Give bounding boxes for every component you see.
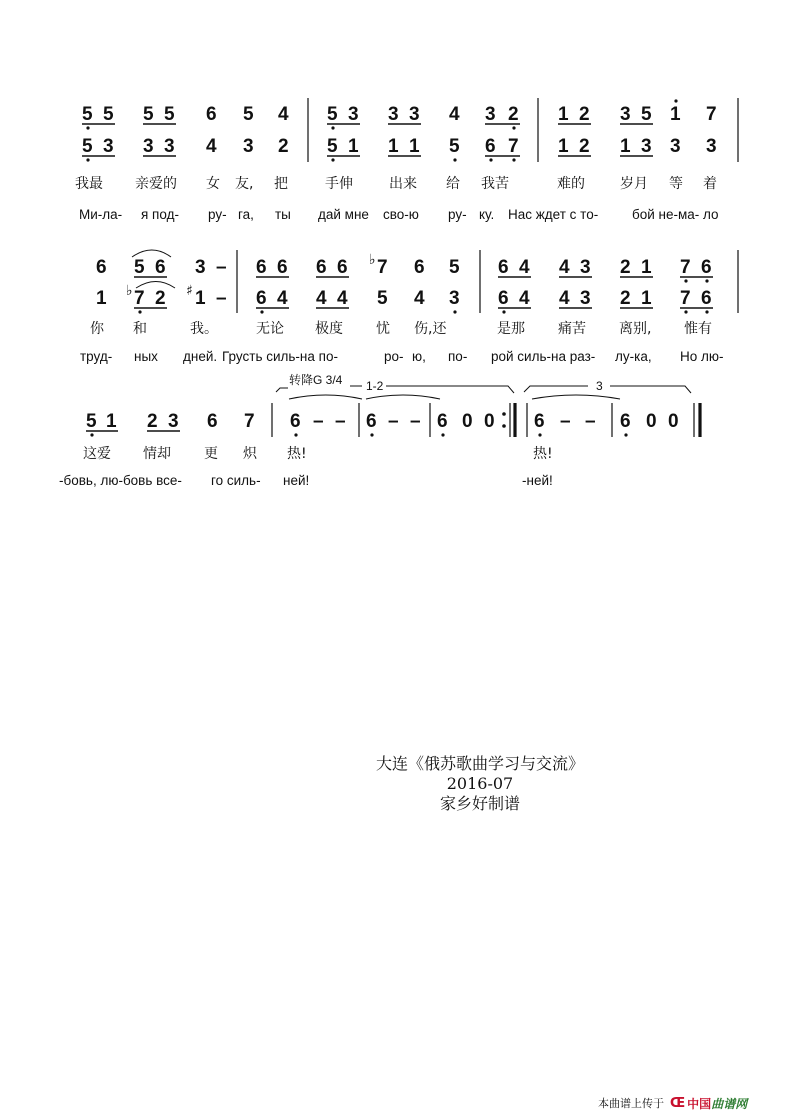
rest: 0 bbox=[668, 411, 679, 432]
lyric-cn: 这爱 bbox=[83, 446, 111, 462]
rest-dash: – bbox=[313, 411, 324, 432]
note: 3 bbox=[348, 104, 359, 125]
volta-1-label: 1-2 bbox=[366, 379, 384, 393]
note: 6 bbox=[316, 257, 327, 278]
note: 6 bbox=[96, 257, 107, 278]
credit-date: 2016-07 bbox=[446, 774, 514, 793]
octave-dot bbox=[705, 279, 708, 282]
lyric-ru: по- bbox=[448, 349, 468, 364]
note: 1 bbox=[388, 136, 399, 157]
score-line-2 bbox=[80, 250, 738, 364]
note: 5 bbox=[449, 257, 460, 278]
lyric-ru: труд- bbox=[80, 349, 113, 364]
lyric-ru: Ми-ла- bbox=[79, 207, 123, 222]
note: 4 bbox=[519, 288, 530, 309]
lyric-cn: 无论 bbox=[256, 321, 284, 337]
note: 6 bbox=[498, 257, 509, 278]
footer-text: 本曲谱上传于 bbox=[598, 1097, 664, 1110]
note: 4 bbox=[559, 257, 570, 278]
note: 1 bbox=[558, 136, 569, 157]
lyric-ru: рой силь-на раз- bbox=[491, 349, 596, 364]
lyric-ru: ней! bbox=[283, 473, 310, 488]
note: 4 bbox=[519, 257, 530, 278]
rest-dash: – bbox=[560, 411, 571, 432]
lyric-cn: 情却 bbox=[143, 446, 171, 462]
note: 1 bbox=[641, 288, 652, 309]
note: 5 bbox=[134, 257, 145, 278]
volta-2-bracket bbox=[524, 386, 588, 392]
note: 6 bbox=[290, 411, 301, 432]
note: 3 bbox=[449, 288, 460, 309]
note: 1 bbox=[195, 288, 206, 309]
note: 6 bbox=[256, 257, 267, 278]
lyric-cn: 炽 bbox=[243, 446, 257, 462]
lyric-ru: ю, bbox=[412, 349, 426, 364]
note: 7 bbox=[680, 257, 691, 278]
logo-text-cn: 中国 bbox=[687, 1096, 712, 1111]
note: 7 bbox=[680, 288, 691, 309]
note: 5 bbox=[641, 104, 652, 125]
score-line-1 bbox=[75, 98, 738, 222]
rest: 0 bbox=[646, 411, 657, 432]
octave-dot bbox=[705, 310, 708, 313]
note: 2 bbox=[620, 257, 631, 278]
note: 6 bbox=[620, 411, 631, 432]
note: 5 bbox=[103, 104, 114, 125]
lyric-cn: 你 bbox=[90, 321, 104, 337]
lyric-cn: 更 bbox=[204, 446, 218, 462]
octave-dot bbox=[512, 158, 515, 161]
note: 7 bbox=[377, 257, 388, 278]
repeat-dot bbox=[502, 424, 506, 428]
note: 4 bbox=[337, 288, 348, 309]
repeat-dot bbox=[502, 412, 506, 416]
note: 3 bbox=[103, 136, 114, 157]
octave-dot bbox=[331, 158, 334, 161]
lyric-cn: 惟有 bbox=[684, 321, 712, 337]
note: 2 bbox=[155, 288, 166, 309]
lyric-ru: ро- bbox=[384, 349, 404, 364]
octave-dot bbox=[512, 126, 515, 129]
note: 6 bbox=[256, 288, 267, 309]
lyric-cn: 手伸 bbox=[325, 176, 353, 192]
octave-dot bbox=[331, 126, 334, 129]
lyric-cn: 着 bbox=[703, 176, 717, 192]
octave-dot bbox=[624, 433, 627, 436]
lyric-cn: 离别, bbox=[619, 321, 652, 337]
tie bbox=[532, 395, 620, 399]
lyric-cn: 出来 bbox=[389, 176, 417, 192]
lyric-cn: 女 bbox=[206, 176, 220, 192]
note: 1 bbox=[620, 136, 631, 157]
note: 6 bbox=[206, 104, 217, 125]
note: 5 bbox=[164, 104, 175, 125]
note: 4 bbox=[206, 136, 217, 157]
note: 6 bbox=[498, 288, 509, 309]
octave-dot bbox=[86, 158, 89, 161]
note: 1 bbox=[670, 104, 681, 125]
note: 3 bbox=[580, 257, 591, 278]
note: 7 bbox=[134, 288, 145, 309]
note: 7 bbox=[706, 104, 717, 125]
note: 1 bbox=[409, 136, 420, 157]
note: 5 bbox=[82, 136, 93, 157]
octave-dot bbox=[260, 310, 263, 313]
site-logo[interactable] bbox=[670, 1095, 747, 1112]
volta-start bbox=[276, 388, 288, 392]
octave-dot bbox=[138, 310, 141, 313]
note: 6 bbox=[366, 411, 377, 432]
note: 3 bbox=[388, 104, 399, 125]
logo-mark-icon: Œ bbox=[670, 1095, 686, 1111]
credit-block bbox=[300, 754, 660, 814]
lyric-cn: 等 bbox=[669, 176, 683, 192]
note: 4 bbox=[559, 288, 570, 309]
octave-dot bbox=[502, 310, 505, 313]
note: 4 bbox=[414, 288, 425, 309]
lyric-ru: Грусть силь-на по- bbox=[222, 349, 338, 364]
note: 6 bbox=[437, 411, 448, 432]
note: 6 bbox=[337, 257, 348, 278]
note: 4 bbox=[277, 288, 288, 309]
note: 7 bbox=[244, 411, 255, 432]
note: 2 bbox=[147, 411, 158, 432]
note: 2 bbox=[508, 104, 519, 125]
lyric-cn: 我最 bbox=[75, 176, 103, 192]
note: 3 bbox=[580, 288, 591, 309]
volta-1-bracket bbox=[386, 386, 514, 393]
note: 3 bbox=[143, 136, 154, 157]
lyric-cn: 痛苦 bbox=[558, 321, 586, 337]
note: 5 bbox=[327, 136, 338, 157]
note: 6 bbox=[155, 257, 166, 278]
lyric-ru: Но лю- bbox=[680, 349, 724, 364]
lyric-cn: 和 bbox=[133, 321, 147, 337]
note: 5 bbox=[243, 104, 254, 125]
note: 1 bbox=[558, 104, 569, 125]
lyric-ru: ку. bbox=[479, 207, 495, 222]
note: 1 bbox=[641, 257, 652, 278]
key-change-label: 转降G 3/4 bbox=[289, 373, 343, 387]
note: 4 bbox=[316, 288, 327, 309]
flat-sign: ♭ bbox=[369, 252, 376, 268]
note: 3 bbox=[641, 136, 652, 157]
note: 6 bbox=[534, 411, 545, 432]
lyric-ru: ру- bbox=[208, 207, 227, 222]
credit-title: 大连《俄苏歌曲学习与交流》 bbox=[375, 754, 584, 773]
note: 3 bbox=[670, 136, 681, 157]
slur bbox=[132, 250, 171, 257]
lyric-cn: 我。 bbox=[190, 321, 218, 337]
note: 5 bbox=[327, 104, 338, 125]
lyric-ru: бой не-ма- bbox=[632, 207, 700, 222]
octave-dot bbox=[86, 126, 89, 129]
footer-watermark bbox=[598, 1093, 747, 1113]
lyric-cn: 热! bbox=[287, 446, 307, 462]
note: 3 bbox=[195, 257, 206, 278]
octave-dot bbox=[674, 99, 677, 102]
note: 5 bbox=[377, 288, 388, 309]
lyric-cn: 忧 bbox=[376, 321, 390, 337]
note: 3 bbox=[620, 104, 631, 125]
note: 2 bbox=[579, 104, 590, 125]
lyric-ru: дай мне bbox=[318, 207, 369, 222]
lyric-ru: га, bbox=[238, 207, 254, 222]
lyric-ru: ты bbox=[275, 207, 291, 222]
rest-dash: – bbox=[216, 257, 227, 278]
note: 3 bbox=[706, 136, 717, 157]
lyric-cn: 亲爱的 bbox=[135, 176, 177, 192]
octave-dot bbox=[90, 433, 93, 436]
lyric-ru: ло bbox=[703, 207, 719, 222]
lyric-ru: го силь- bbox=[211, 473, 261, 488]
note: 3 bbox=[164, 136, 175, 157]
note: 5 bbox=[449, 136, 460, 157]
note: 2 bbox=[278, 136, 289, 157]
note: 4 bbox=[278, 104, 289, 125]
lyric-ru: сво-ю bbox=[383, 207, 419, 222]
octave-dot bbox=[441, 433, 444, 436]
logo-text-qupu: 曲谱网 bbox=[711, 1096, 748, 1111]
tie bbox=[289, 395, 362, 399]
octave-dot bbox=[489, 158, 492, 161]
rest-dash: – bbox=[410, 411, 421, 432]
octave-dot bbox=[370, 433, 373, 436]
note: 6 bbox=[701, 288, 712, 309]
flat-sign: ♭ bbox=[126, 283, 133, 299]
rest-dash: – bbox=[388, 411, 399, 432]
note: 5 bbox=[82, 104, 93, 125]
lyric-cn: 把 bbox=[274, 176, 288, 192]
lyric-ru: ных bbox=[134, 349, 158, 364]
rest-dash: – bbox=[335, 411, 346, 432]
octave-dot bbox=[684, 279, 687, 282]
lyric-ru: ру- bbox=[448, 207, 467, 222]
volta-2-bracket-end bbox=[610, 386, 691, 393]
note: 6 bbox=[207, 411, 218, 432]
octave-dot bbox=[684, 310, 687, 313]
note: 5 bbox=[86, 411, 97, 432]
lyric-cn: 是那 bbox=[497, 321, 525, 337]
lyric-cn: 极度 bbox=[315, 321, 343, 337]
note: 6 bbox=[485, 136, 496, 157]
note: 5 bbox=[143, 104, 154, 125]
lyric-ru: -ней! bbox=[522, 473, 553, 488]
lyric-cn: 友, bbox=[235, 176, 254, 192]
rest-dash: – bbox=[585, 411, 596, 432]
credit-author: 家乡好制谱 bbox=[439, 794, 520, 813]
lyric-cn: 岁月 bbox=[620, 176, 648, 192]
score-line-3 bbox=[59, 372, 700, 488]
rest: 0 bbox=[484, 411, 495, 432]
octave-dot bbox=[453, 158, 456, 161]
lyric-ru: Нас ждет с то- bbox=[508, 207, 599, 222]
rest-dash: – bbox=[216, 288, 227, 309]
note: 4 bbox=[449, 104, 460, 125]
lyric-cn: 给 bbox=[446, 176, 460, 192]
octave-dot bbox=[453, 310, 456, 313]
note: 1 bbox=[106, 411, 117, 432]
note: 2 bbox=[620, 288, 631, 309]
lyric-ru: -бовь, лю-бовь все- bbox=[59, 473, 182, 488]
note: 1 bbox=[96, 288, 107, 309]
lyric-ru: лу-ка, bbox=[615, 349, 652, 364]
note: 2 bbox=[579, 136, 590, 157]
note: 7 bbox=[508, 136, 519, 157]
tie bbox=[366, 395, 440, 399]
note: 6 bbox=[701, 257, 712, 278]
lyric-ru: я под- bbox=[141, 207, 179, 222]
note: 6 bbox=[414, 257, 425, 278]
lyric-cn: 我苦 bbox=[481, 176, 509, 192]
lyric-ru: дней. bbox=[183, 349, 218, 364]
lyric-cn: 热! bbox=[533, 446, 553, 462]
rest: 0 bbox=[462, 411, 473, 432]
octave-dot bbox=[538, 433, 541, 436]
note: 3 bbox=[243, 136, 254, 157]
note: 3 bbox=[485, 104, 496, 125]
note: 3 bbox=[168, 411, 179, 432]
note: 3 bbox=[409, 104, 420, 125]
lyric-cn: 难的 bbox=[557, 176, 585, 192]
volta-2-label: 3 bbox=[596, 379, 603, 393]
note: 6 bbox=[277, 257, 288, 278]
sharp-sign: ♯ bbox=[186, 283, 193, 299]
lyric-cn: 伤,还 bbox=[414, 321, 447, 337]
note: 1 bbox=[348, 136, 359, 157]
octave-dot bbox=[294, 433, 297, 436]
